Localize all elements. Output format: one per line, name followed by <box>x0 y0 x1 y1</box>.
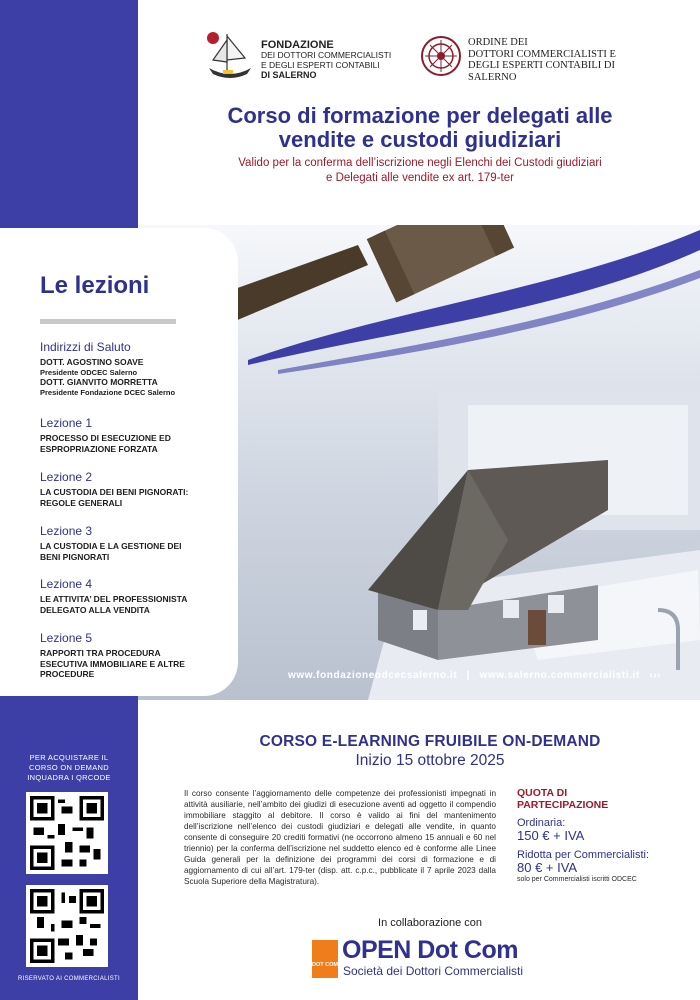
ridotta-note: solo per Commercialisti iscritti ODCEC <box>517 876 637 883</box>
course-description: Il corso consente l’aggiornamento delle competenze dei professionisti impegnati in attività ausiliarie, nell’ambito dei giudizi di esecuzione aventi ad oggetto il compendio immobiliare staggito al debitore. Il corso è valido ai fini del mantenimento dell’iscrizione nell’elenco dei custodi giudiziari e delegati alle vendite, in quanto consente di conseguire 20 crediti formativi (ne occorrono almeno 15 annuali e 60 nel triennio) per la conferma dell’iscrizione nel suddetto elenco ed è conforme alle Linee Guida generali per la definizione dei programmi dei corsi di formazione e di aggiornamento di cui all’art. 179-ter (disp. att. c.p.c., pubblicate il 7 aprile 2023 dalla Scuola Superiore della Magistratura). <box>184 789 496 886</box>
lezione-5 <box>40 631 230 680</box>
lezione-1 <box>40 416 230 454</box>
ship-logo-icon <box>205 30 255 82</box>
url-separator: | <box>466 670 471 681</box>
website-links <box>288 670 667 681</box>
lezioni-divider <box>40 319 176 324</box>
collaboration-intro: In collaborazione con <box>378 917 482 929</box>
lezione-line2: ESECUTIVA IMMOBILIARE E ALTRE <box>40 658 185 669</box>
qr-code-icon <box>30 796 104 870</box>
lezione-label: Lezione 5 <box>40 631 93 645</box>
page-subtitle <box>150 156 690 186</box>
quota-box <box>517 787 697 884</box>
lezione-3 <box>40 524 230 562</box>
lezione-line1: RAPPORTI TRA PROCEDURA <box>40 648 161 658</box>
qr-text-line3: INQUADRA I QRCODE <box>27 773 111 782</box>
url-ordine[interactable]: www.salerno.commercialisti.it <box>479 670 640 681</box>
lezione-label: Lezione 1 <box>40 416 93 430</box>
ordine-line3: DEGLI ESPERTI CONTABILI DI <box>468 60 615 71</box>
saluti-name1: DOTT. AGOSTINO SOAVE <box>40 357 144 367</box>
opendotcom-subtitle: Società dei Dottori Commercialisti <box>343 964 524 978</box>
ridotta-price: 80 € + IVA <box>517 860 578 875</box>
saluti-role2: Presidente Fondazione DCEC Salerno <box>40 387 176 397</box>
arrows-icon: ››› <box>649 670 662 681</box>
qr-footer: RISERVATO AI COMMERCIALISTI <box>17 976 120 982</box>
ordine-line4: SALERNO <box>468 71 517 83</box>
opendotcom-name: OPEN Dot Com <box>342 936 518 964</box>
qr-text-line1: PER ACQUISTARE IL <box>29 753 109 762</box>
ordine-line1: ORDINE DEI <box>468 37 528 48</box>
lezione-2 <box>40 470 230 508</box>
qr-code-1[interactable] <box>26 792 108 874</box>
subtitle-line1: Valido per la conferma dell’iscrizione negli Elenchi dei Custodi giudiziari <box>238 157 602 169</box>
fondazione-line1: FONDAZIONE <box>261 39 334 51</box>
page-title <box>150 104 690 152</box>
fondazione-line2: DEI DOTTORI COMMERCIALISTI <box>261 50 392 60</box>
url-fondazione[interactable]: www.fondazioneodcecsalerno.it <box>288 670 458 681</box>
course-mode: CORSO E-LEARNING FRUIBILE ON-DEMAND <box>259 733 601 750</box>
title-line2: vendite e custodi giudiziari <box>278 127 562 152</box>
lezione-line2: REGOLE GENERALI <box>40 497 123 508</box>
lezione-line2: ESPROPRIAZIONE FORZATA <box>40 443 158 454</box>
fondazione-line3: E DEGLI ESPERTI CONTABILI <box>261 60 380 70</box>
lezioni-heading: Le lezioni <box>40 272 150 299</box>
lezione-line1: LA CUSTODIA E LA GESTIONE DEI <box>40 541 182 551</box>
lezione-label: Lezione 2 <box>40 470 93 484</box>
lezione-4 <box>40 577 230 615</box>
saluti-heading: Indirizzi di Saluto <box>40 340 131 354</box>
saluti-role1: Presidente ODCEC Salerno <box>40 367 138 377</box>
lezione-line1: LA CUSTODIA DEI BENI PIGNORATI: <box>40 487 189 497</box>
lezione-line1: LE ATTIVITA’ DEL PROFESSIONISTA <box>40 594 188 604</box>
qr-text-line2: CORSO ON DEMAND <box>29 763 109 772</box>
lezione-line1: PROCESSO DI ESECUZIONE ED <box>40 433 171 443</box>
course-start: Inizio 15 ottobre 2025 <box>355 752 505 769</box>
qr-code-icon <box>30 889 104 963</box>
lezione-line3: PROCEDURE <box>40 669 95 679</box>
quota-title-line1: QUOTA DI <box>517 787 568 799</box>
lezione-label: Lezione 3 <box>40 524 93 538</box>
lezione-label: Lezione 4 <box>40 577 93 591</box>
ridotta-label: Ridotta per Commercialisti: <box>517 849 650 861</box>
saluti-name2: DOTT. GIANVITO MORRETTA <box>40 377 158 387</box>
ordinaria-price: 150 € + IVA <box>517 828 585 843</box>
saluti-block <box>40 340 230 397</box>
logo-ordine <box>420 35 650 83</box>
quota-title-line2: PARTECIPAZIONE <box>517 799 609 811</box>
ordinaria-label: Ordinaria: <box>517 817 566 829</box>
title-line1: Corso di formazione per delegati alle <box>227 103 613 128</box>
ordine-emblem-icon <box>420 35 462 77</box>
opendotcom-logo-icon: DOT COM <box>312 940 338 978</box>
qr-instructions <box>8 753 130 783</box>
logo-fondazione <box>205 30 410 85</box>
ordine-line2: DOTTORI COMMERCIALISTI E <box>468 48 616 60</box>
subtitle-line2: e Delegati alle vendite ex art. 179-ter <box>326 172 514 184</box>
fondazione-line4: DI SALERNO <box>261 70 317 80</box>
lezione-line2: DELEGATO ALLA VENDITA <box>40 604 150 615</box>
lezione-line2: BENI PIGNORATI <box>40 551 110 562</box>
qr-code-2[interactable] <box>26 885 108 967</box>
